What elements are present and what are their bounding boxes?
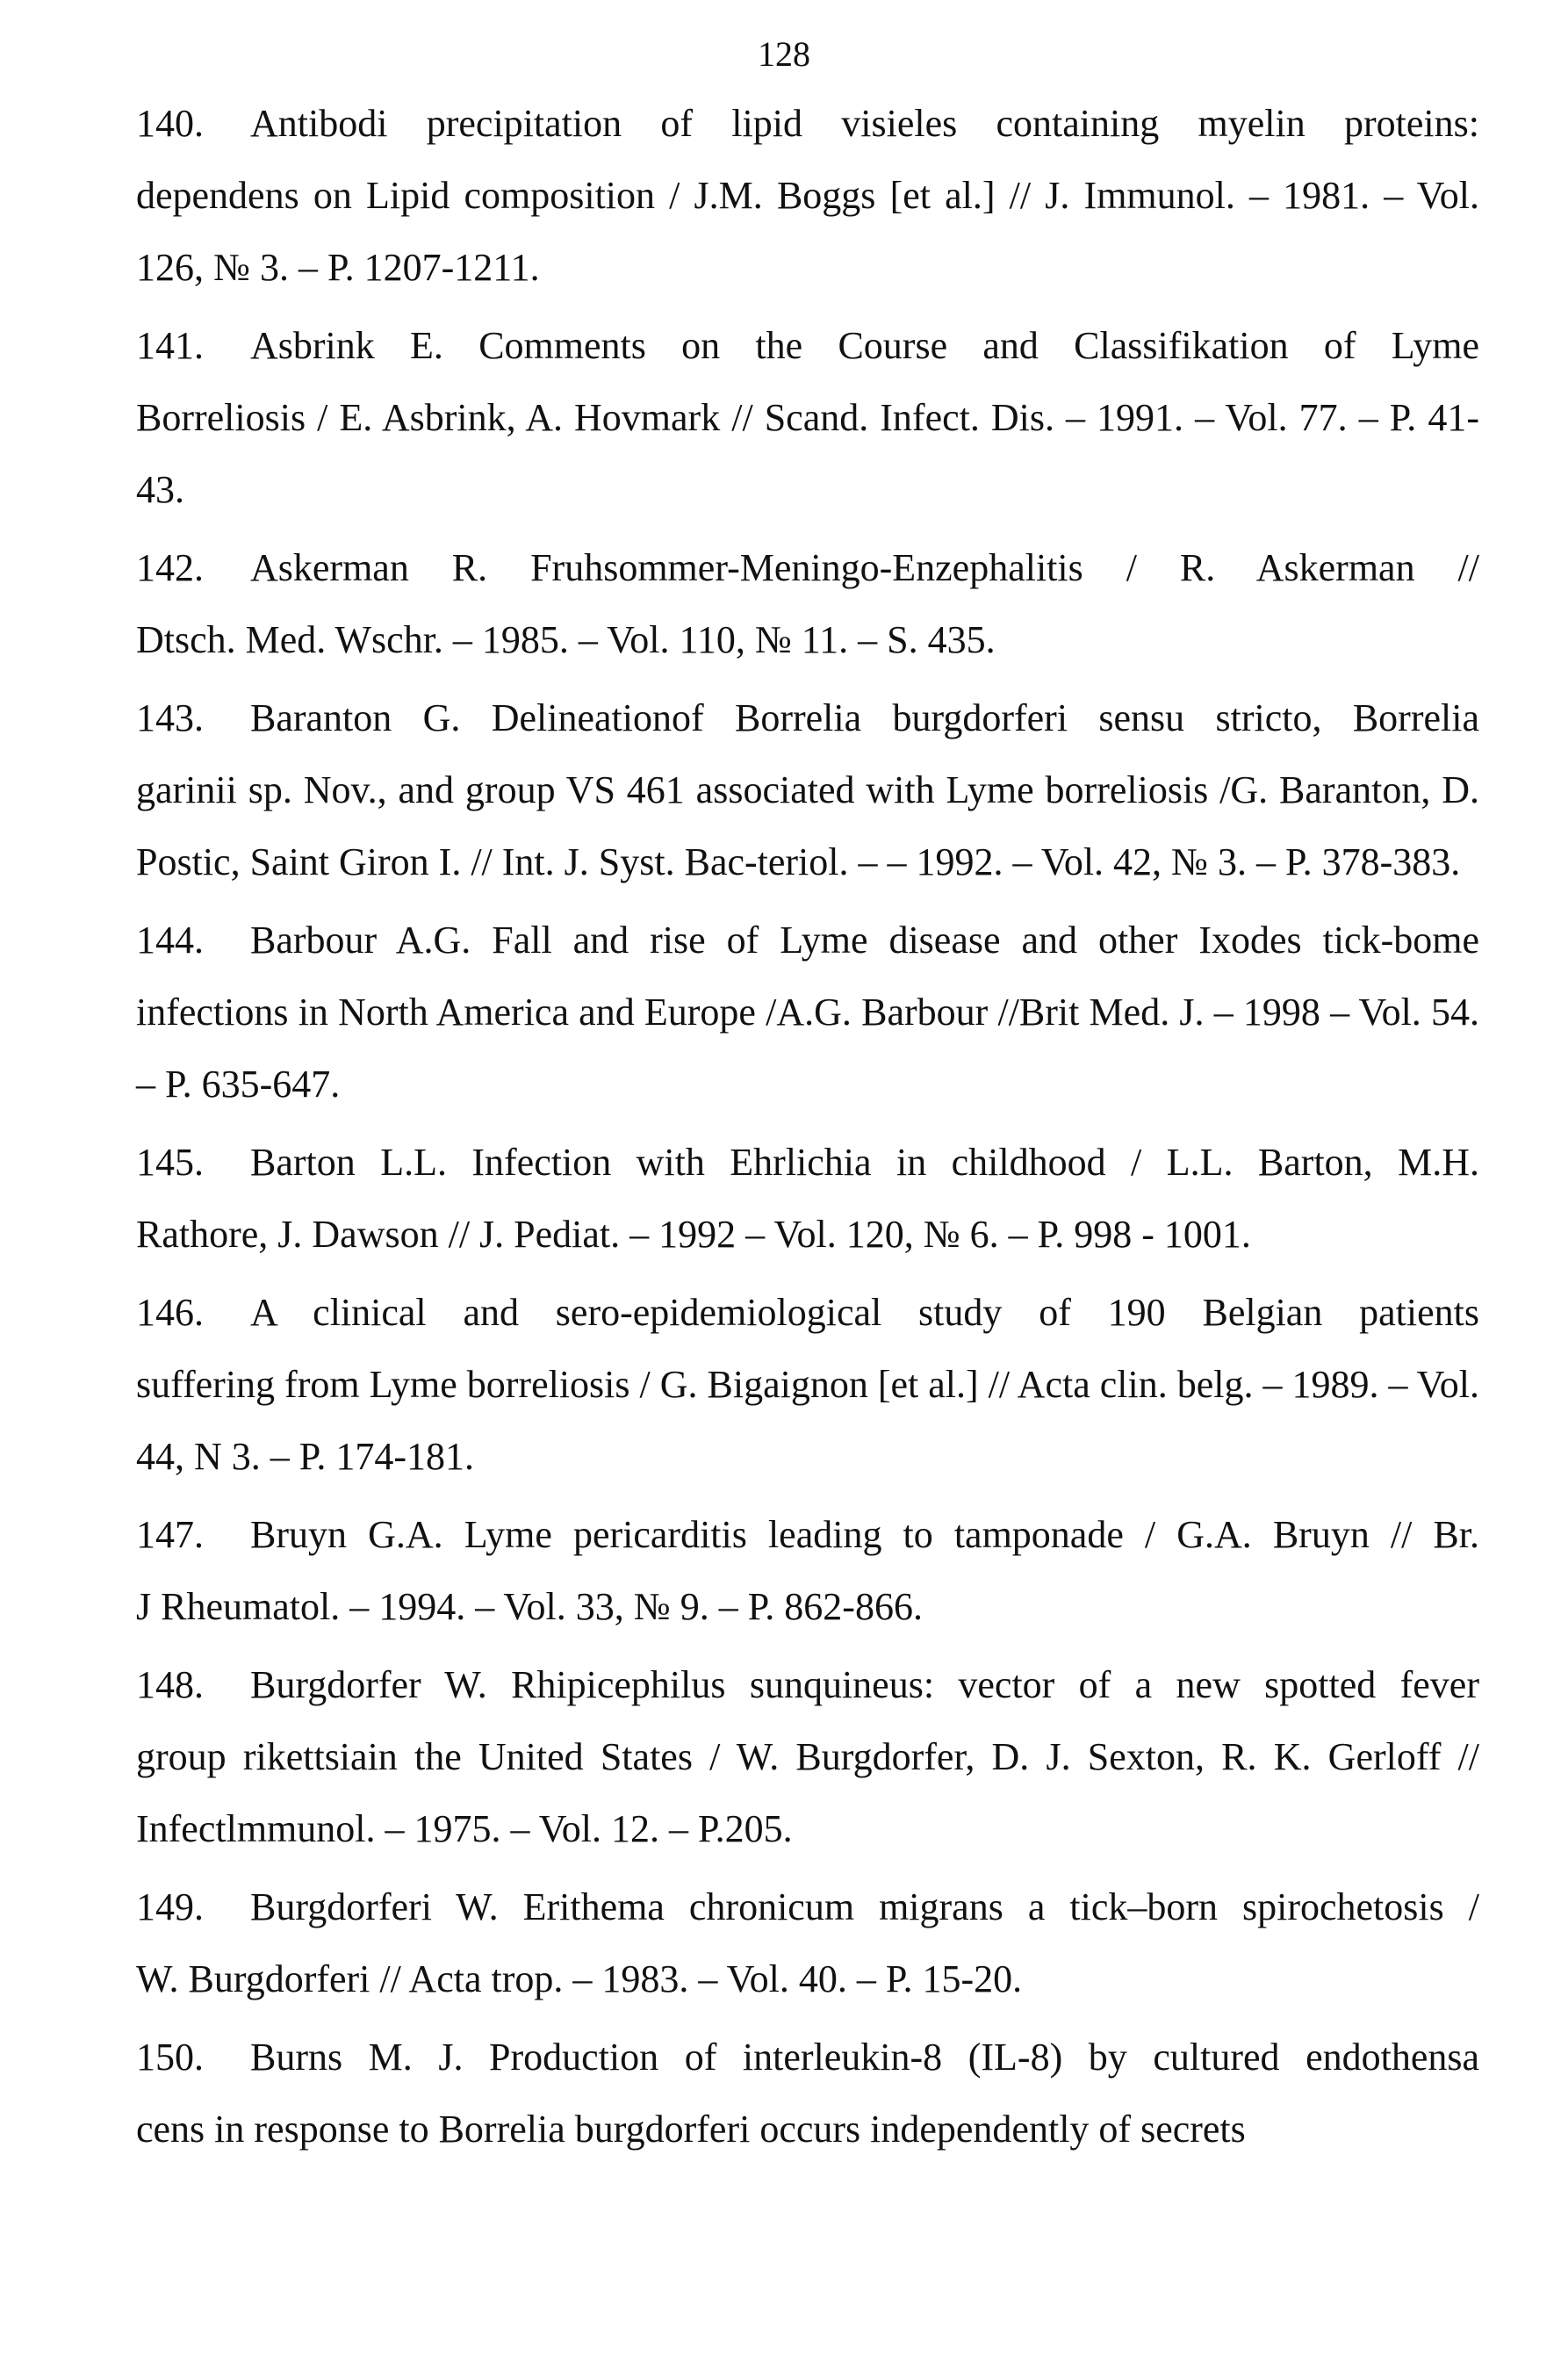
reference-item [136, 1499, 1479, 1643]
reference-item [136, 1127, 1479, 1271]
reference-first-line: A clinical and sero-epidemiological study of 190 Belgian patients [250, 1291, 1479, 1334]
reference-number: 147. [136, 1513, 204, 1556]
reference-number: 148. [136, 1663, 204, 1706]
reference-number: 142. [136, 546, 204, 589]
reference-continuation: cens in response to Borrelia burgdorferi occurs independently of secrets [136, 2108, 1246, 2151]
reference-number: 149. [136, 1885, 204, 1928]
reference-item [136, 2021, 1479, 2166]
reference-item [136, 1871, 1479, 2015]
reference-continuation: Rathore, J. Dawson // J. Pediat. – 1992 – Vol. 120, № 6. – P. 998 - 1001. [136, 1213, 1251, 1256]
reference-number: 145. [136, 1141, 204, 1184]
reference-number: 140. [136, 102, 204, 145]
reference-first-line: Barton L.L. Infection with Ehrlichia in childhood / L.L. Barton, M.H. [250, 1141, 1479, 1184]
reference-item [136, 1277, 1479, 1493]
reference-continuation: W. Burgdorferi // Acta trop. – 1983. – Vol. 40. – P. 15-20. [136, 1957, 1023, 2000]
reference-item [136, 532, 1479, 676]
reference-number: 146. [136, 1291, 204, 1334]
reference-first-line: Askerman R. Fruhsommer-Meningo-Enzephalitis / R. Askerman // [250, 546, 1479, 589]
reference-item [136, 682, 1479, 898]
reference-continuation: infections in North America and Europe /A.G. Barbour //Brit Med. J. – 1998 – Vol. 54. – P. 635-647. [136, 991, 1479, 1106]
reference-continuation: Dtsch. Med. Wschr. – 1985. – Vol. 110, № 11. – S. 435. [136, 618, 996, 661]
reference-item [136, 310, 1479, 526]
reference-first-line: Burgdorfer W. Rhipicephilus sunquineus: vector of a new spotted fever [250, 1663, 1479, 1706]
reference-item [136, 88, 1479, 304]
reference-first-line: Burgdorferi W. Erithema chronicum migrans a tick–born spirochetosis / [250, 1885, 1479, 1928]
reference-number: 150. [136, 2036, 204, 2079]
reference-continuation: garinii sp. Nov., and group VS 461 associated with Lyme borreliosis /G. Baranton, D. Postic, Saint Giron I. // Int. J. Syst. Bac-teriol. – – 1992. – Vol. 42, № 3. – P. 378-383. [136, 768, 1479, 883]
reference-continuation: group rikettsiain the United States / W. Burgdorfer, D. J. Sexton, R. K. Gerloff // Infectlmmunol. – 1975. – Vol. 12. – P.205. [136, 1735, 1479, 1850]
page-number: 128 [758, 34, 810, 74]
reference-first-line: Barbour A.G. Fall and rise of Lyme disease and other Ixodes tick-bome [250, 919, 1479, 962]
reference-first-line: Antibodi precipitation of lipid visieles containing myelin proteins: [250, 102, 1479, 145]
reference-continuation: dependens on Lipid composition / J.M. Boggs [et al.] // J. Immunol. – 1981. – Vol. 126, № 3. – P. 1207-1211. [136, 174, 1479, 289]
reference-item [136, 904, 1479, 1121]
reference-number: 143. [136, 696, 204, 739]
reference-first-line: Bruyn G.A. Lyme pericarditis leading to tamponade / G.A. Bruyn // Br. [250, 1513, 1479, 1556]
reference-number: 141. [136, 324, 204, 367]
reference-first-line: Baranton G. Delineationof Borrelia burgdorferi sensu stricto, Borrelia [250, 696, 1479, 739]
reference-continuation: Borreliosis / E. Asbrink, A. Hovmark // Scand. Infect. Dis. – 1991. – Vol. 77. – P. 41-43. [136, 396, 1479, 511]
reference-number: 144. [136, 919, 204, 962]
reference-item [136, 1649, 1479, 1865]
reference-list [136, 88, 1479, 2172]
reference-first-line: Burns M. J. Production of interleukin-8 (IL-8) by cultured endothensa [250, 2036, 1479, 2079]
reference-continuation: suffering from Lyme borreliosis / G. Bigaignon [et al.] // Acta clin. belg. – 1989. – Vol. 44, N 3. – P. 174-181. [136, 1363, 1480, 1478]
reference-continuation: J Rheumatol. – 1994. – Vol. 33, № 9. – P. 862-866. [136, 1585, 923, 1628]
reference-first-line: Asbrink E. Comments on the Course and Classifikation of Lyme [250, 324, 1479, 367]
